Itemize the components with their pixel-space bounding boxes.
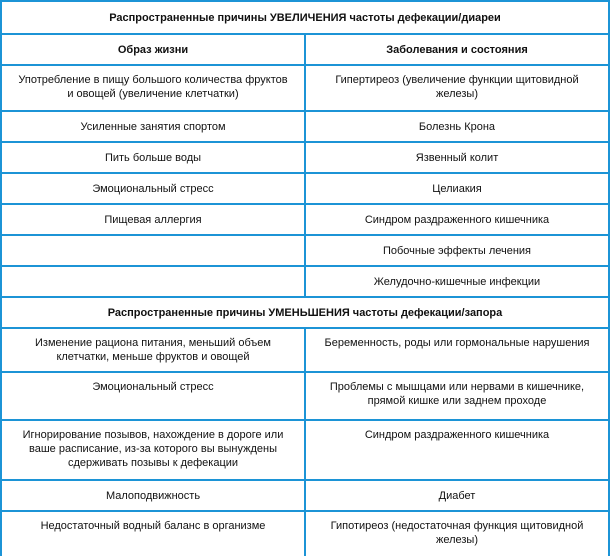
lifestyle-cause: Эмоциональный стресс — [2, 373, 304, 419]
increase-title-row — [2, 2, 608, 33]
lifestyle-cause — [2, 236, 304, 265]
lifestyle-cause: Усиленные занятия спортом — [2, 112, 304, 141]
table-row — [2, 329, 608, 371]
increase-section-title: Распространенные причины УВЕЛИЧЕНИЯ частоты дефекации/диареи — [2, 2, 608, 33]
disease-cause: Диабет — [306, 481, 608, 510]
decrease-section-title: Распространенные причины УМЕНЬШЕНИЯ частоты дефекации/запора — [2, 298, 608, 327]
lifestyle-cause: Пищевая аллергия — [2, 205, 304, 234]
disease-cause: Синдром раздраженного кишечника — [306, 421, 608, 479]
table-row — [2, 373, 608, 419]
disease-cause: Побочные эффекты лечения — [306, 236, 608, 265]
table-row — [2, 66, 608, 110]
column-header-row — [2, 35, 608, 64]
table-row — [2, 143, 608, 172]
table-row — [2, 205, 608, 234]
disease-cause: Гипотиреоз (недостаточная функция щитовидной железы) — [306, 512, 608, 556]
disease-cause: Болезнь Крона — [306, 112, 608, 141]
lifestyle-cause: Игнорирование позывов, нахождение в дороге или ваше расписание, из-за которого вы вынуждены сдерживать позывы к дефекации — [2, 421, 304, 479]
table-row — [2, 236, 608, 265]
table-row — [2, 481, 608, 510]
table-row — [2, 112, 608, 141]
table-row — [2, 421, 608, 479]
disease-cause: Беременность, роды или гормональные нарушения — [306, 329, 608, 371]
table-row — [2, 267, 608, 296]
disease-cause: Целиакия — [306, 174, 608, 203]
lifestyle-cause — [2, 267, 304, 296]
table-row — [2, 174, 608, 203]
disease-cause: Язвенный колит — [306, 143, 608, 172]
disease-column-header: Заболевания и состояния — [306, 35, 608, 64]
lifestyle-cause: Малоподвижность — [2, 481, 304, 510]
lifestyle-cause: Недостаточный водный баланс в организме — [2, 512, 304, 556]
lifestyle-column-header: Образ жизни — [2, 35, 304, 64]
lifestyle-cause: Изменение рациона питания, меньший объем клетчатки, меньше фруктов и овощей — [2, 329, 304, 371]
lifestyle-cause: Эмоциональный стресс — [2, 174, 304, 203]
disease-cause: Гипертиреоз (увеличение функции щитовидной железы) — [306, 66, 608, 110]
disease-cause: Желудочно-кишечные инфекции — [306, 267, 608, 296]
lifestyle-cause: Пить больше воды — [2, 143, 304, 172]
disease-cause: Синдром раздраженного кишечника — [306, 205, 608, 234]
lifestyle-cause: Употребление в пищу большого количества фруктов и овощей (увеличение клетчатки) — [2, 66, 304, 110]
disease-cause: Проблемы с мышцами или нервами в кишечнике, прямой кишке или заднем проходе — [306, 373, 608, 419]
table-row — [2, 512, 608, 556]
decrease-title-row — [2, 298, 608, 327]
